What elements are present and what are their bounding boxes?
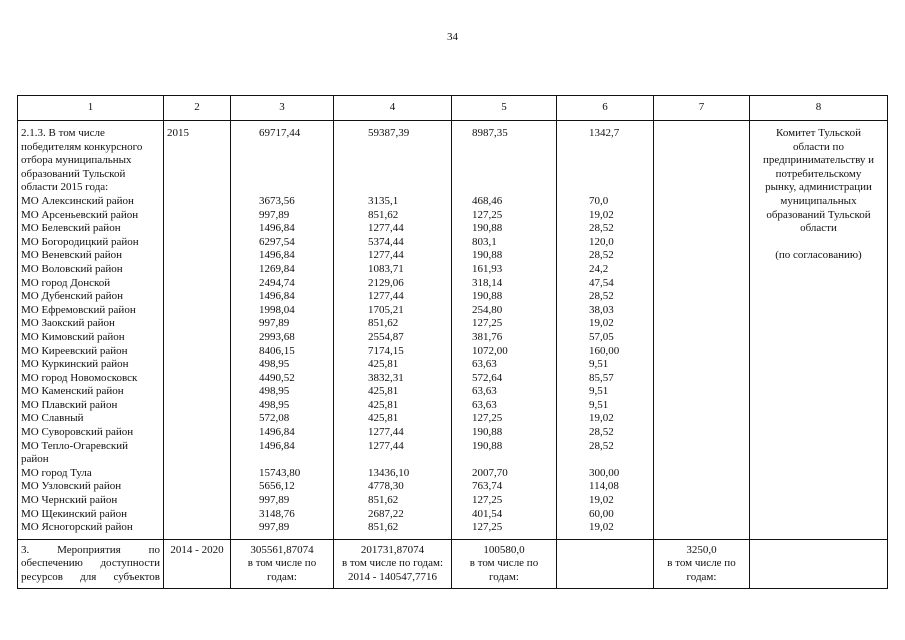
column-header-5: 5: [452, 96, 557, 121]
cell-value: 401,54: [472, 507, 503, 520]
cell-value: 4490,52: [259, 371, 295, 384]
col7-empty: [654, 121, 750, 540]
header-row: [18, 96, 888, 121]
row3-col4-line: 2014 - 140547,7716: [348, 571, 437, 583]
municipality-name: МО Воловский район: [21, 262, 123, 275]
cell-value: 2554,87: [368, 330, 404, 343]
row3-col7-line: годам:: [686, 571, 717, 583]
row3-col6: [557, 539, 654, 588]
cell-value: 3148,76: [259, 507, 295, 520]
spacer-line: [368, 141, 448, 155]
cell-value: 60,00: [589, 507, 614, 520]
spacer-line: [259, 181, 330, 195]
cell-value: 997,89: [259, 521, 290, 534]
cell-value: 1277,44: [368, 222, 404, 235]
cell-value: 3135,1: [368, 194, 399, 207]
cell-value: 47,54: [589, 276, 614, 289]
cell-value: [259, 453, 330, 467]
spacer-line: [259, 141, 330, 155]
row3-col3-line: 305561,87074: [250, 543, 314, 556]
cell-value: 997,89: [259, 317, 290, 330]
cell-value: 38,03: [589, 303, 614, 316]
responsible-line: области по: [793, 140, 844, 153]
total-value: 69717,44: [259, 127, 301, 139]
municipality-name: МО Тепло-Огаревский: [21, 439, 129, 452]
municipality-name: МО Веневский район: [21, 249, 122, 262]
cell-value: 2494,74: [259, 276, 295, 289]
cell-value: 381,76: [472, 330, 503, 343]
cell-value: 2129,06: [368, 276, 404, 289]
cell-value: 5656,12: [259, 480, 295, 493]
municipality-name: МО Куркинский район: [21, 358, 129, 371]
cell-value: 127,25: [472, 208, 503, 221]
row3-col3-line: в том числе по: [247, 557, 317, 570]
cell-value: 803,1: [472, 235, 497, 248]
row3-col5: [452, 539, 557, 588]
municipality-name: МО Суворовский район: [21, 426, 134, 439]
col1-names: [18, 121, 164, 540]
responsible-line: муниципальных: [780, 194, 857, 207]
cell-value: 498,95: [259, 385, 290, 398]
cell-value: 160,00: [589, 344, 620, 357]
spacer-line: [368, 154, 448, 168]
row3-col5-line: годам:: [489, 571, 519, 583]
cell-value: 127,25: [472, 412, 503, 425]
responsible-line: области: [800, 222, 837, 235]
row3-col3-line: годам:: [267, 571, 297, 583]
row3-title-line: ресурсов для субъектов: [21, 571, 160, 583]
cell-value: 127,25: [472, 317, 503, 330]
cell-value: 190,88: [472, 426, 503, 439]
row3-title-line: 3. Мероприятия по: [21, 543, 160, 556]
municipality-name: МО Алексинский район: [21, 194, 134, 207]
municipality-name: МО Арсеньевский район: [21, 208, 139, 221]
cell-value: 997,89: [259, 494, 290, 507]
row3-col5-line: в том числе по: [469, 557, 539, 570]
cell-value: 851,62: [368, 317, 399, 330]
cell-value: 1083,71: [368, 262, 404, 275]
cell-value: 468,46: [472, 194, 503, 207]
row3-col1: [18, 539, 164, 588]
responsible-line: (по согласованию): [775, 249, 862, 262]
column-header-3: 3: [231, 96, 334, 121]
cell-value: 63,63: [472, 398, 497, 411]
municipality-name: МО Киреевский район: [21, 344, 128, 357]
cell-value: 5374,44: [368, 235, 404, 248]
municipality-name: МО Ясногорский район: [21, 521, 133, 534]
responsible-line: потребительскому: [775, 167, 862, 180]
responsible-line: рынку, администрации: [765, 181, 872, 194]
cell-value: 3832,31: [368, 371, 404, 384]
cell-value: 572,64: [472, 371, 503, 384]
table-row-2-1-3: [18, 121, 888, 540]
cell-value: 318,14: [472, 276, 503, 289]
cell-value: 300,00: [589, 466, 620, 479]
municipality-name: МО Заокский район: [21, 317, 115, 330]
cell-value: 28,52: [589, 222, 614, 235]
cell-value: 24,2: [589, 262, 609, 275]
cell-value: 851,62: [368, 521, 399, 534]
cell-value: 2007,70: [472, 466, 508, 479]
cell-value: 1277,44: [368, 249, 404, 262]
cell-value: 425,81: [368, 385, 399, 398]
cell-value: [589, 453, 650, 467]
measures-table: [17, 95, 888, 589]
cell-value: 161,93: [472, 262, 503, 275]
cell-value: 28,52: [589, 290, 614, 303]
cell-value: 1705,21: [368, 303, 404, 316]
municipality-name: МО Белевский район: [21, 222, 121, 235]
municipality-name: МО город Новомосковск: [21, 371, 138, 384]
municipality-name: МО Богородицкий район: [21, 235, 139, 248]
cell-value: 1496,84: [259, 249, 295, 262]
cell-value: 120,0: [589, 235, 614, 248]
spacer-line: [368, 168, 448, 182]
responsible-line: образований Тульской: [766, 208, 871, 221]
spacer-line: [589, 168, 650, 182]
cell-value: 997,89: [259, 208, 290, 221]
cell-value: [368, 453, 448, 467]
municipality-name: МО Дубенский район: [21, 290, 123, 303]
cell-value: 1277,44: [368, 439, 404, 452]
cell-value: 8406,15: [259, 344, 295, 357]
cell-value: [472, 453, 553, 467]
row3-col7: [654, 539, 750, 588]
municipality-name: МО город Тула: [21, 466, 92, 479]
cell-value: 70,0: [589, 194, 609, 207]
cell-value: 2687,22: [368, 507, 404, 520]
cell-value: 190,88: [472, 439, 503, 452]
total-value: 1342,7: [589, 127, 620, 139]
cell-value: 190,88: [472, 290, 503, 303]
responsible-line: Комитет Тульской: [776, 127, 861, 139]
cell-value: 1496,84: [259, 222, 295, 235]
cell-value: 13436,10: [368, 466, 410, 479]
row-title-line: победителям конкурсного: [21, 140, 143, 153]
cell-value: 498,95: [259, 358, 290, 371]
cell-value: 7174,15: [368, 344, 404, 357]
col8-responsible: [750, 121, 888, 540]
spacer-line: [259, 154, 330, 168]
municipality-name: МО Щекинский район: [21, 507, 127, 520]
cell-value: 1496,84: [259, 439, 295, 452]
spacer-line: [589, 154, 650, 168]
table-row-3: [18, 539, 888, 588]
spacer-line: [472, 181, 553, 195]
col2-year: [164, 121, 231, 540]
column-header-2: 2: [164, 96, 231, 121]
municipality-name: МО Плавский район: [21, 398, 118, 411]
cell-value: 9,51: [589, 398, 609, 411]
spacer-line: [472, 168, 553, 182]
cell-value: 2993,68: [259, 330, 295, 343]
cell-value: 425,81: [368, 398, 399, 411]
municipality-name: МО Каменский район: [21, 385, 124, 398]
spacer-line: [259, 168, 330, 182]
row3-col2: 2014 - 2020: [164, 539, 231, 588]
municipality-name: МО город Донской: [21, 276, 111, 289]
col6-values: [557, 121, 654, 540]
cell-value: 9,51: [589, 358, 609, 371]
cell-value: 190,88: [472, 249, 503, 262]
total-value: 8987,35: [472, 127, 508, 139]
spacer-line: [368, 181, 448, 195]
cell-value: 28,52: [589, 249, 614, 262]
cell-value: 19,02: [589, 412, 614, 425]
cell-value: 127,25: [472, 494, 503, 507]
col3-values: [231, 121, 334, 540]
spacer-line: [472, 141, 553, 155]
municipality-name: МО Ефремовский район: [21, 303, 136, 316]
cell-value: 85,57: [589, 371, 614, 384]
cell-value: 127,25: [472, 521, 503, 534]
cell-value: 9,51: [589, 385, 609, 398]
cell-value: 1269,84: [259, 262, 295, 275]
cell-value: 190,88: [472, 222, 503, 235]
cell-value: 425,81: [368, 412, 399, 425]
row3-col4: [334, 539, 452, 588]
row-title-line: 2.1.3. В том числе: [21, 127, 105, 139]
cell-value: 28,52: [589, 426, 614, 439]
cell-value: 572,08: [259, 412, 290, 425]
cell-value: 3673,56: [259, 194, 295, 207]
cell-value: 19,02: [589, 317, 614, 330]
cell-value: 1998,04: [259, 303, 295, 316]
cell-value: 1277,44: [368, 426, 404, 439]
row3-col8: [750, 539, 888, 588]
cell-value: 498,95: [259, 398, 290, 411]
spacer-line: [589, 141, 650, 155]
municipality-name: МО Чернский район: [21, 494, 118, 507]
row3-col4-line: в том числе по годам:: [341, 557, 444, 570]
year-value: 2015: [167, 127, 189, 139]
cell-value: 19,02: [589, 208, 614, 221]
row-title-line: области 2015 года:: [21, 181, 109, 194]
cell-value: 851,62: [368, 494, 399, 507]
row3-title-line: обеспечению доступности: [21, 557, 160, 570]
cell-value: 6297,54: [259, 235, 295, 248]
responsible-line: [753, 236, 884, 250]
cell-value: 19,02: [589, 521, 614, 534]
cell-value: 425,81: [368, 358, 399, 371]
column-header-8: 8: [750, 96, 888, 121]
row3-col3: [231, 539, 334, 588]
municipality-name: район: [21, 453, 49, 466]
column-header-6: 6: [557, 96, 654, 121]
municipality-name: МО Узловский район: [21, 480, 122, 493]
cell-value: 57,05: [589, 330, 614, 343]
row-title-line: образований Тульской: [21, 167, 126, 180]
responsible-line: предпринимательству и: [762, 154, 875, 167]
cell-value: 19,02: [589, 494, 614, 507]
row3-col5-line: 100580,0: [483, 543, 525, 556]
row3-col7-line: в том числе по: [667, 557, 736, 570]
row3-col4-line: 201731,87074: [360, 543, 425, 556]
column-header-7: 7: [654, 96, 750, 121]
cell-value: 1496,84: [259, 290, 295, 303]
cell-value: 28,52: [589, 439, 614, 452]
page-number: 34: [447, 31, 458, 43]
cell-value: 4778,30: [368, 480, 404, 493]
cell-value: 1072,00: [472, 344, 508, 357]
cell-value: 763,74: [472, 480, 503, 493]
cell-value: 114,08: [589, 480, 619, 493]
row-title-line: отбора муниципальных: [21, 154, 132, 167]
col5-values: [452, 121, 557, 540]
cell-value: 63,63: [472, 358, 497, 371]
cell-value: 851,62: [368, 208, 399, 221]
row3-col7-line: 3250,0: [686, 543, 717, 556]
municipality-name: МО Славный: [21, 412, 84, 425]
column-header-1: 1: [18, 96, 164, 121]
spacer-line: [589, 181, 650, 195]
col4-values: [334, 121, 452, 540]
cell-value: 15743,80: [259, 466, 301, 479]
total-value: 59387,39: [368, 127, 410, 139]
cell-value: 254,80: [472, 303, 503, 316]
cell-value: 1277,44: [368, 290, 404, 303]
cell-value: 1496,84: [259, 426, 295, 439]
municipality-name: МО Кимовский район: [21, 330, 125, 343]
cell-value: 63,63: [472, 385, 497, 398]
spacer-line: [472, 154, 553, 168]
column-header-4: 4: [334, 96, 452, 121]
